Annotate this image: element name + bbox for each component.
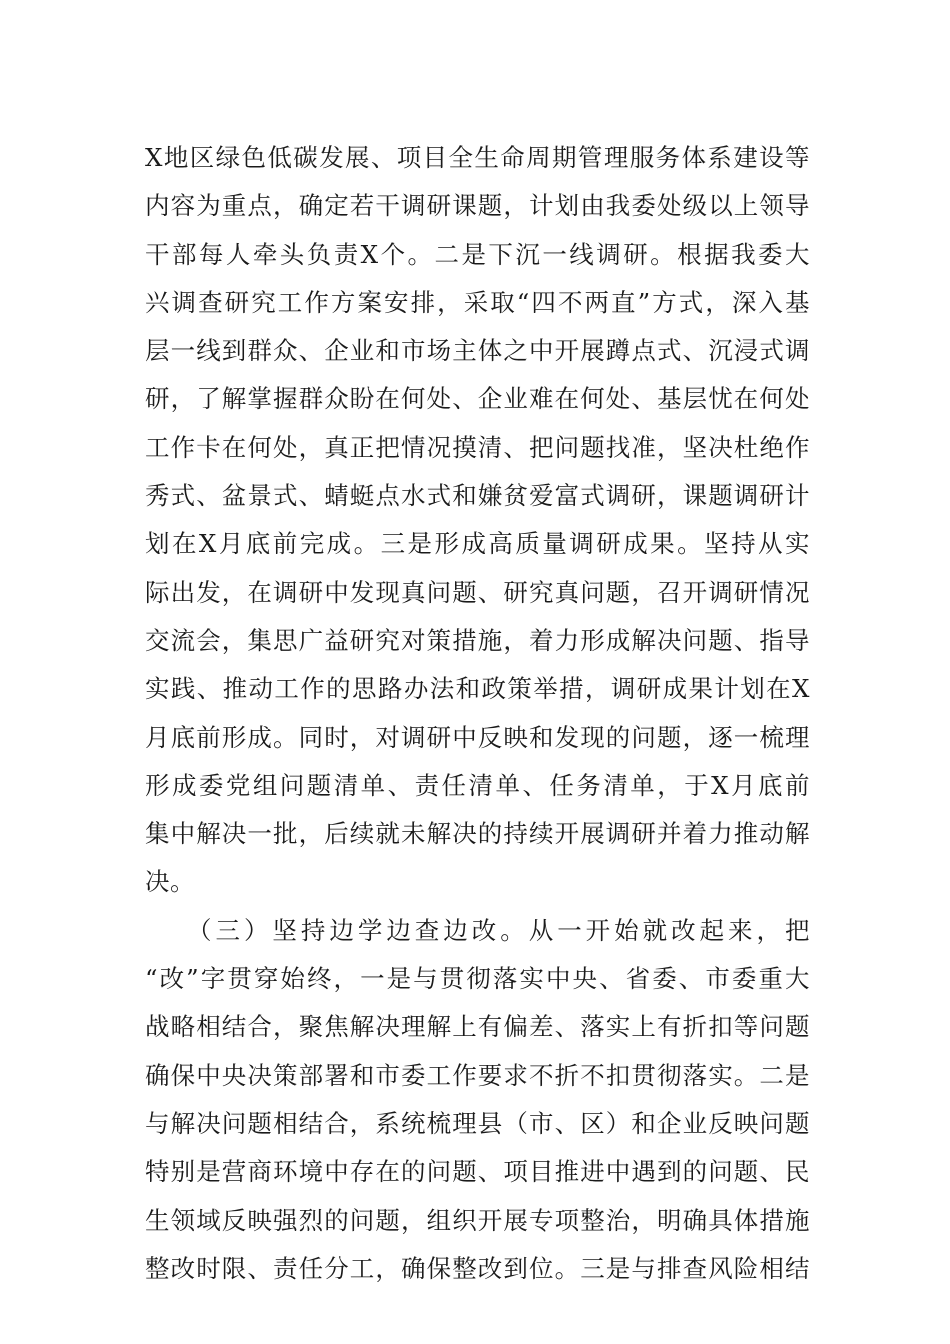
text-line: 工作卡在何处，真正把情况摸清、把问题找准，坚决杜绝作 bbox=[145, 432, 810, 462]
text-line: 交流会，集思广益研究对策措施，着力形成解决问题、指导 bbox=[145, 625, 810, 655]
text-line: X地区绿色低碳发展、项目全生命周期管理服务体系建设等 bbox=[145, 143, 810, 172]
text-line: 秀式、盆景式、蜻蜓点水式和嫌贫爱富式调研，课题调研计 bbox=[145, 481, 810, 511]
text-line: 层一线到群众、企业和市场主体之中开展蹲点式、沉浸式调 bbox=[145, 336, 810, 366]
body-text bbox=[145, 134, 810, 1293]
text-line: 研，了解掌握群众盼在何处、企业难在何处、基层忧在何处 bbox=[145, 384, 810, 414]
text-line: “改”字贯穿始终，一是与贯彻落实中央、省委、市委重大 bbox=[145, 964, 810, 994]
text-line: 集中解决一批，后续就未解决的持续开展调研并着力推动解 bbox=[145, 819, 810, 849]
section-heading-line: （三）坚持边学边查边改。从一开始就改起来，把 bbox=[187, 915, 810, 945]
text-line: 整改时限、责任分工，确保整改到位。三是与排查风险相结 bbox=[145, 1253, 810, 1283]
text-line: 干部每人牵头负责X个。二是下沉一线调研。根据我委大 bbox=[145, 239, 810, 269]
text-line: 确保中央决策部署和市委工作要求不折不扣贯彻落实。二是 bbox=[145, 1060, 810, 1090]
text-line: 际出发，在调研中发现真问题、研究真问题，召开调研情况 bbox=[145, 577, 810, 607]
text-line: 月底前形成。同时，对调研中反映和发现的问题，逐一梳理 bbox=[145, 722, 810, 752]
text-line: 内容为重点，确定若干调研课题，计划由我委处级以上领导 bbox=[145, 191, 810, 221]
text-line: 与解决问题相结合，系统梳理县（市、区）和企业反映问题 bbox=[145, 1108, 810, 1138]
text-line: 实践、推动工作的思路办法和政策举措，调研成果计划在X bbox=[145, 674, 810, 704]
text-line: 战略相结合，聚焦解决理解上有偏差、落实上有折扣等问题 bbox=[145, 1012, 810, 1042]
text-line: 兴调查研究工作方案安排，采取“四不两直”方式，深入基 bbox=[145, 287, 810, 317]
text-line: 特别是营商环境中存在的问题、项目推进中遇到的问题、民 bbox=[145, 1157, 810, 1187]
text-line: 划在X月底前完成。三是形成高质量调研成果。坚持从实 bbox=[145, 529, 810, 559]
text-line: 形成委党组问题清单、责任清单、任务清单，于X月底前 bbox=[145, 770, 810, 800]
text-line: 决。 bbox=[145, 867, 195, 897]
text-line: 生领域反映强烈的问题，组织开展专项整治，明确具体措施 bbox=[145, 1205, 810, 1235]
